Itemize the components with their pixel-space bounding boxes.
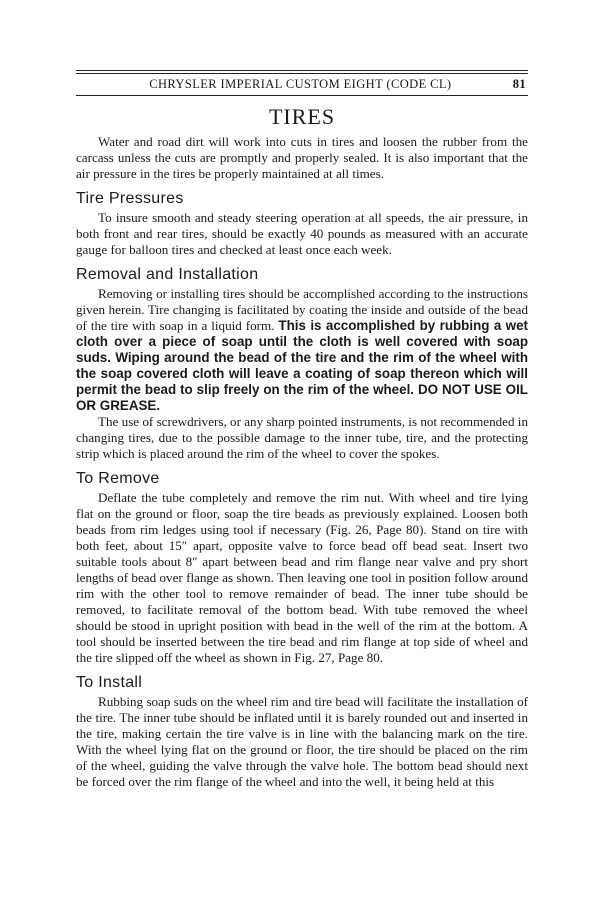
removal-paragraph: [76, 286, 528, 414]
to-install-paragraph: Rubbing soap suds on the wheel rim and tire bead will facilitate the installation of the tire. The inner tube should be inflated until it is barely rounded out and inserted in the tire, making certain the tire valve is in line with the balancing mark on the tire. With the wheel lying flat on the ground or floor, the tire should be placed on the rim of the wheel, guiding the valve through the valve hole. The bottom bead should next be forced over the rim flange of the wheel and into the well, it being held at this: [76, 694, 528, 789]
header-rule-top: [76, 70, 528, 71]
to-remove-heading: To Remove: [76, 470, 160, 487]
removal-bold-text: This is accomplished by rubbing a wet cloth over a piece of soap until the cloth is well covered with soap suds. Wiping around the bead of the tire and the rim of the wheel with the soap covered cloth will leave a coating of soap thereon which will permit the bead to slip freely on the rim of the wheel. DO NOT USE OIL OR GREASE.: [76, 318, 528, 413]
page-number: 81: [512, 77, 526, 91]
removal-paragraph-2: The use of screwdrivers, or any sharp pointed instruments, is not recommended in changing tires, due to the possible damage to the inner tube, tire, and the protecting strip which is placed around the rim of the wheel to cover the spokes.: [76, 414, 528, 461]
header-rule-bottom: [76, 95, 528, 96]
to-install-heading: To Install: [76, 674, 143, 691]
removal-heading: Removal and Installation: [76, 266, 259, 283]
tire-pressures-heading: Tire Pressures: [76, 190, 184, 207]
section-title: TIRES: [268, 104, 336, 129]
to-remove-paragraph: Deflate the tube completely and remove the rim nut. With wheel and tire lying flat on the ground or floor, soap the tire beads as previously explained. Loosen both beads from rim ledges using tool if necessary (Fig. 26, Page 80). Stand on tire with both feet, about 15″ apart, opposite valve to force bead off bead seat. Insert two suitable tools about 8″ apart between bead and rim flange near valve and pry short lengths of bead over flange as shown. Then leaving one tool in position follow around rim with the other tool to remove remainder of bead. The inner tube should be removed, to facilitate removal of the bottom bead. With tube removed the wheel should be stood in upright position with bead in the well of the rim at the bottom. A tool should be inserted between the tire bead and rim flange at top side of wheel and the tire slipped off the wheel as shown in Fig. 27, Page 80.: [76, 490, 528, 665]
tire-pressures-paragraph: To insure smooth and steady steering operation at all speeds, the air pressure, in both front and rear tires, should be exactly 40 pounds as measured with an accurate gauge for balloon tires and checked at least once each week.: [76, 210, 528, 257]
running-header: [76, 74, 528, 95]
manual-page: [76, 0, 528, 790]
removal-plain-text: Removing or installing tires should be accomplished according to the instructions given herein. Tire changing is facilitated by coating the inside and outside of the bead of the tire with soap in a liquid form.: [76, 286, 528, 333]
intro-paragraph: Water and road dirt will work into cuts in tires and loosen the rubber from the carcass unless the cuts are promptly and properly sealed. It is also important that the air pressure in the tires be properly maintained at all times.: [76, 134, 528, 181]
running-title: CHRYSLER IMPERIAL CUSTOM EIGHT (CODE CL): [149, 77, 452, 91]
